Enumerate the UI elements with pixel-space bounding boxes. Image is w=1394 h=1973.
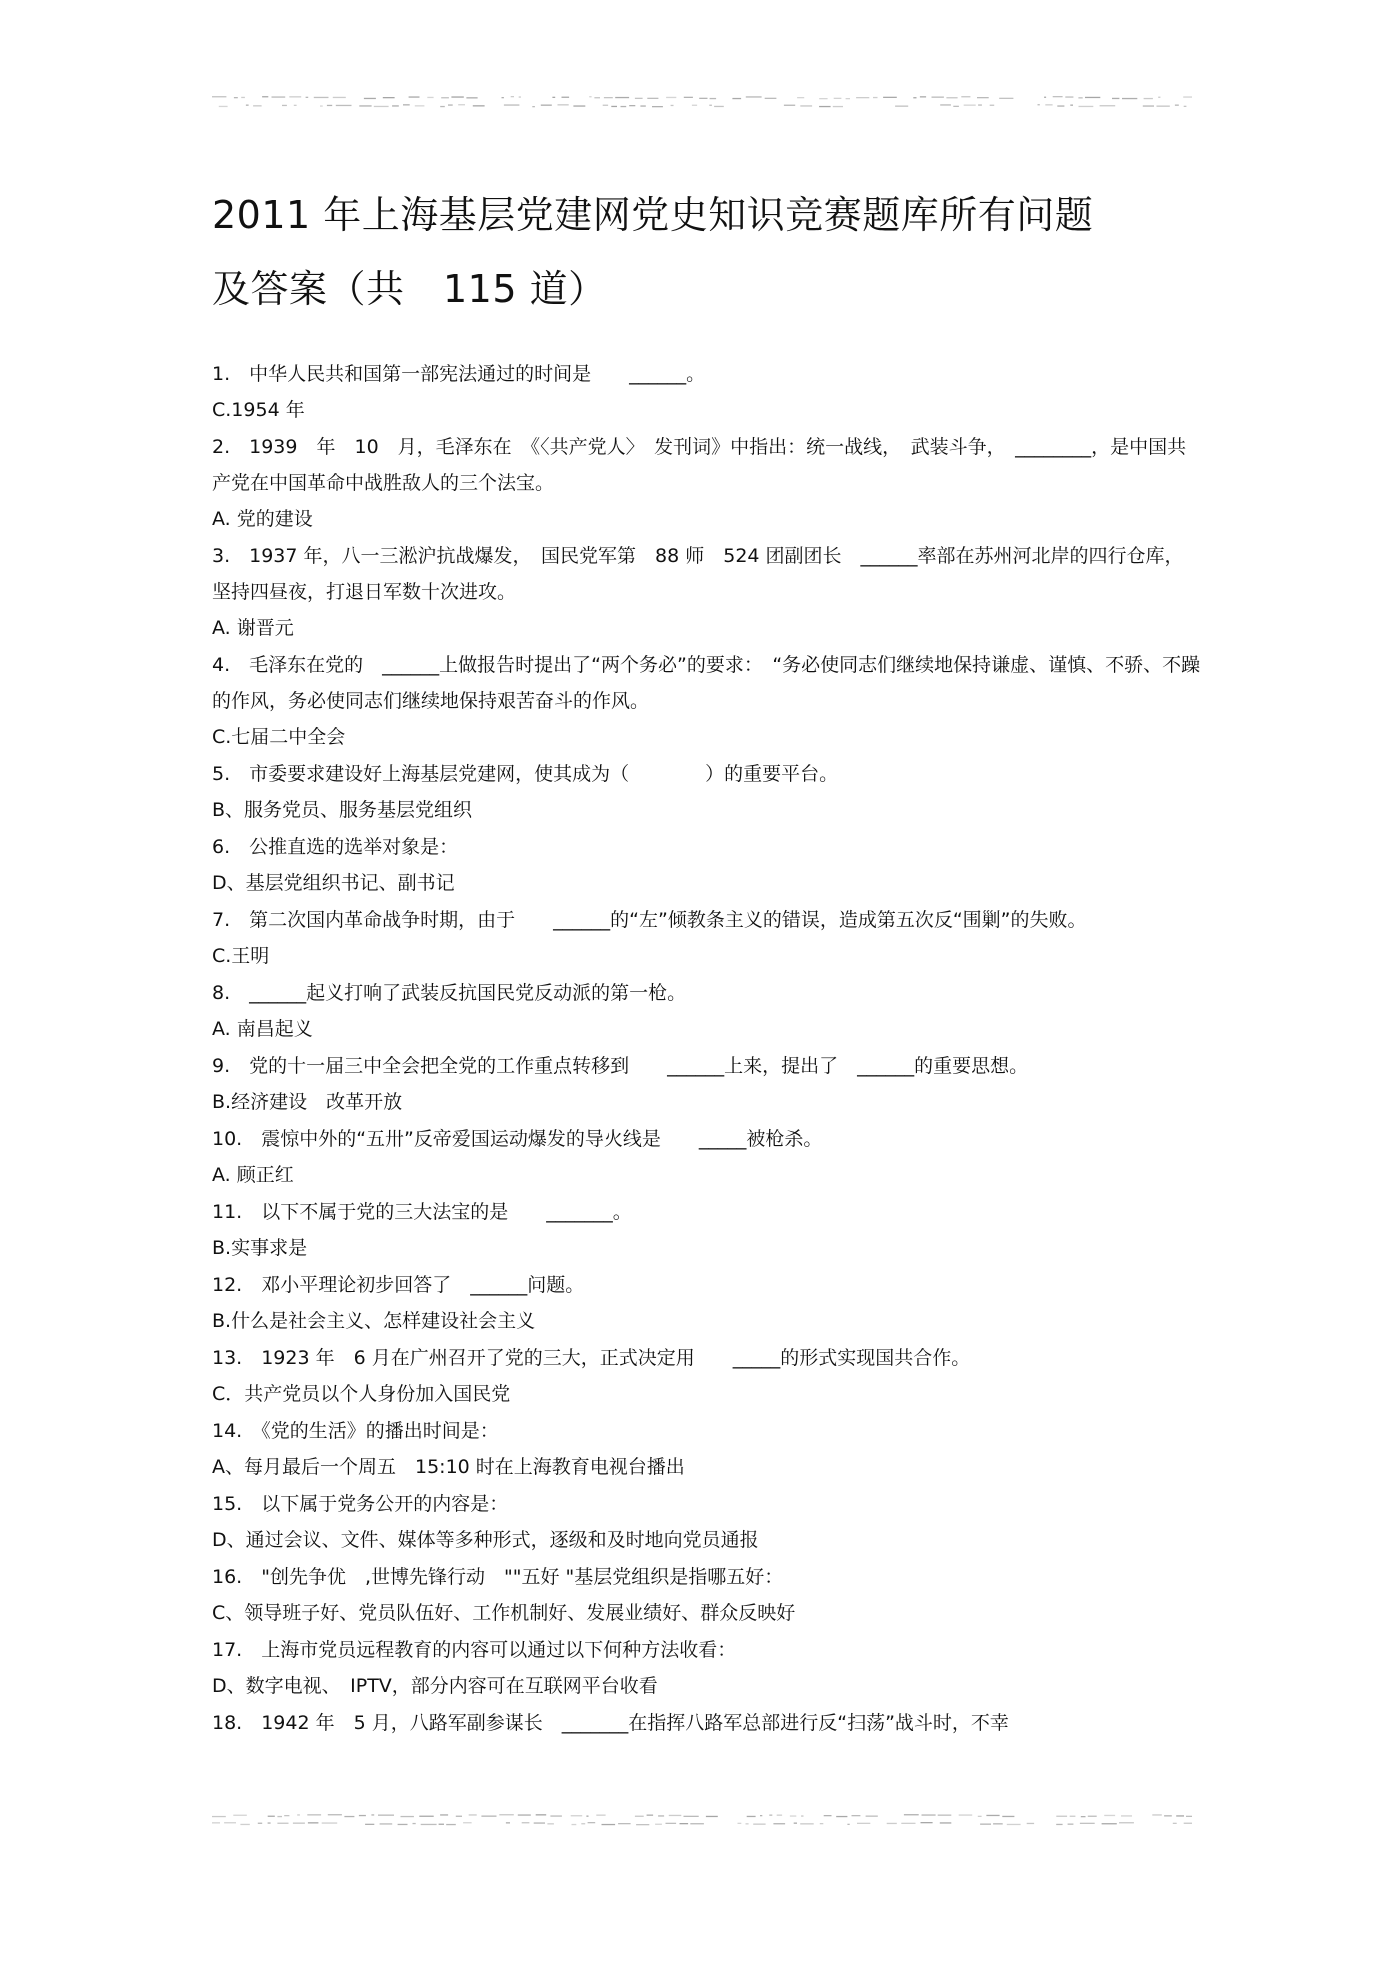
answer-text: C.1954 年	[212, 399, 305, 421]
question-item	[212, 1559, 1202, 1632]
answer-text: A. 顾正红	[212, 1164, 294, 1186]
question-text: 3. 1937 年，八一三淞沪抗战爆发， 国民党军第 88 师 524 团副团长 ______率部在苏州河北岸的四行仓库，坚持四昼夜，打退日军数十次进攻。	[212, 545, 1184, 603]
title-line-2: 及答案（共 115 道）	[212, 267, 607, 311]
answer-text: A. 南昌起义	[212, 1018, 313, 1040]
question-item	[212, 1194, 1202, 1267]
answer-text: A. 党的建设	[212, 508, 313, 530]
header-noise-strip	[212, 94, 1192, 112]
question-text: 5. 市委要求建设好上海基层党建网，使其成为（ ）的重要平台。	[212, 763, 839, 785]
answer-text: B.什么是社会主义、怎样建设社会主义	[212, 1310, 536, 1332]
footer-noise-graphic	[212, 1812, 1192, 1830]
question-text: 10. 震惊中外的“五卅”反帝爱国运动爆发的导火线是 _____被枪杀。	[212, 1128, 823, 1150]
document-title	[212, 178, 1212, 326]
answer-text: A、每月最后一个周五 15:10 时在上海教育电视台播出	[212, 1456, 685, 1478]
question-item	[212, 1705, 1202, 1741]
question-text: 15. 以下属于党务公开的内容是：	[212, 1493, 509, 1515]
question-text: 12. 邓小平理论初步回答了 ______问题。	[212, 1274, 585, 1296]
question-text: 9. 党的十一届三中全会把全党的工作重点转移到 ______上来，提出了 ______的重要思想。	[212, 1055, 1029, 1077]
answer-text: C.七届二中全会	[212, 726, 346, 748]
question-text: 13. 1923 年 6 月在广州召开了党的三大，正式决定用 _____的形式实现国共合作。	[212, 1347, 971, 1369]
question-item	[212, 1486, 1202, 1559]
question-item	[212, 429, 1202, 538]
footer-noise-strip	[212, 1812, 1192, 1830]
question-text: 16. "创先争优 ,世博先锋行动 ""五好 "基层党组织是指哪五好：	[212, 1566, 784, 1588]
question-text: 14. 《党的生活》的播出时间是：	[212, 1420, 499, 1442]
answer-text: C．共产党员以个人身份加入国民党	[212, 1383, 511, 1405]
question-text: 18. 1942 年 5 月，八路军副参谋长 _______在指挥八路军总部进行反“扫荡”战斗时，不幸	[212, 1712, 1009, 1734]
question-text: 11. 以下不属于党的三大法宝的是 _______。	[212, 1201, 632, 1223]
question-item	[212, 538, 1202, 647]
question-item	[212, 756, 1202, 829]
question-text: 2. 1939 年 10 月，毛泽东在 《〈共产党人〉 发刊词》中指出：统一战线， 武装斗争， ________，是中国共产党在中国革命中战胜敌人的三个法宝。	[212, 436, 1187, 494]
answer-text: D、基层党组织书记、副书记	[212, 872, 455, 894]
question-item	[212, 1340, 1202, 1413]
answer-text: B、服务党员、服务基层党组织	[212, 799, 473, 821]
question-item	[212, 647, 1202, 756]
question-list	[212, 356, 1202, 1741]
question-text: 1. 中华人民共和国第一部宪法通过的时间是 ______。	[212, 363, 706, 385]
question-item	[212, 902, 1202, 975]
answer-text: A. 谢晋元	[212, 617, 294, 639]
question-text: 7. 第二次国内革命战争时期，由于 ______的“左”倾教条主义的错误，造成第五次反“围剿”的失败。	[212, 909, 1087, 931]
question-item	[212, 356, 1202, 429]
answer-text: B.实事求是	[212, 1237, 308, 1259]
question-item	[212, 1267, 1202, 1340]
question-text: 6. 公推直选的选举对象是：	[212, 836, 459, 858]
question-item	[212, 829, 1202, 902]
question-item	[212, 1632, 1202, 1705]
title-line-1: 2011 年上海基层党建网党史知识竞赛题库所有问题	[212, 193, 1094, 237]
question-text: 8. ______起义打响了武装反抗国民党反动派的第一枪。	[212, 982, 687, 1004]
question-item	[212, 1413, 1202, 1486]
question-text: 4. 毛泽东在党的 ______上做报告时提出了“两个务必”的要求： “务必使同志们继续地保持谦虚、谨慎、不骄、不躁的作风，务必使同志们继续地保持艰苦奋斗的作风。	[212, 654, 1201, 712]
question-item	[212, 1121, 1202, 1194]
question-text: 17. 上海市党员远程教育的内容可以通过以下何种方法收看：	[212, 1639, 737, 1661]
answer-text: C、领导班子好、党员队伍好、工作机制好、发展业绩好、群众反映好	[212, 1602, 796, 1624]
answer-text: D、通过会议、文件、媒体等多种形式，逐级和及时地向党员通报	[212, 1529, 759, 1551]
answer-text: B.经济建设 改革开放	[212, 1091, 403, 1113]
question-item	[212, 1048, 1202, 1121]
answer-text: D、数字电视、 IPTV，部分内容可在互联网平台收看	[212, 1675, 658, 1697]
answer-text: C.王明	[212, 945, 270, 967]
question-item	[212, 975, 1202, 1048]
header-noise-graphic	[212, 94, 1192, 112]
